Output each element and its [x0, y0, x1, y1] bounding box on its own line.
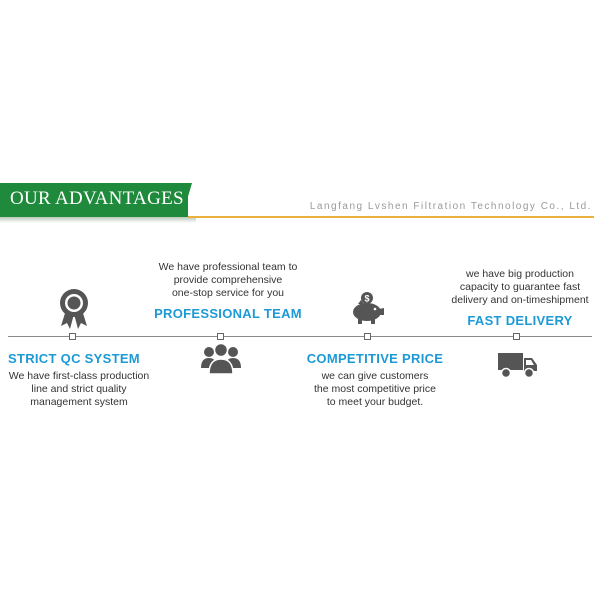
delivery-truck-icon [498, 350, 538, 385]
piggy-bank-icon [350, 291, 384, 330]
banner-shadow [0, 217, 196, 223]
timeline-node [217, 333, 224, 340]
professional-team-description: We have professional team to provide comprehensive one-stop service for you [158, 261, 298, 299]
advantages-banner [0, 183, 600, 223]
timeline-line [8, 336, 592, 337]
competitive-price-heading: COMPETITIVE PRICE [306, 351, 444, 366]
svg-text:$: $ [364, 293, 370, 304]
timeline-node [364, 333, 371, 340]
fast-delivery-heading: FAST DELIVERY [467, 313, 573, 328]
award-badge-icon [57, 288, 91, 335]
strict-qc-heading: STRICT QC SYSTEM [8, 351, 140, 366]
fast-delivery-description: we have big production capacity to guarantee fast delivery and on-timeshipment [451, 268, 589, 306]
competitive-price-description: we can give customers the most competitive price to meet your budget. [314, 370, 436, 408]
company-name: Langfang Lvshen Filtration Technology Co., Ltd. [309, 201, 592, 212]
team-icon [201, 342, 241, 379]
strict-qc-block [4, 351, 154, 409]
competitive-price-block [293, 351, 457, 409]
timeline-node [513, 333, 520, 340]
professional-team-block [148, 261, 308, 321]
fast-delivery-block [440, 268, 600, 328]
section-title: OUR ADVANTAGES [10, 188, 184, 209]
professional-team-heading: PROFESSIONAL TEAM [154, 306, 302, 321]
gold-divider [188, 216, 594, 218]
strict-qc-description: We have first-class production line and strict quality management system [8, 370, 150, 408]
